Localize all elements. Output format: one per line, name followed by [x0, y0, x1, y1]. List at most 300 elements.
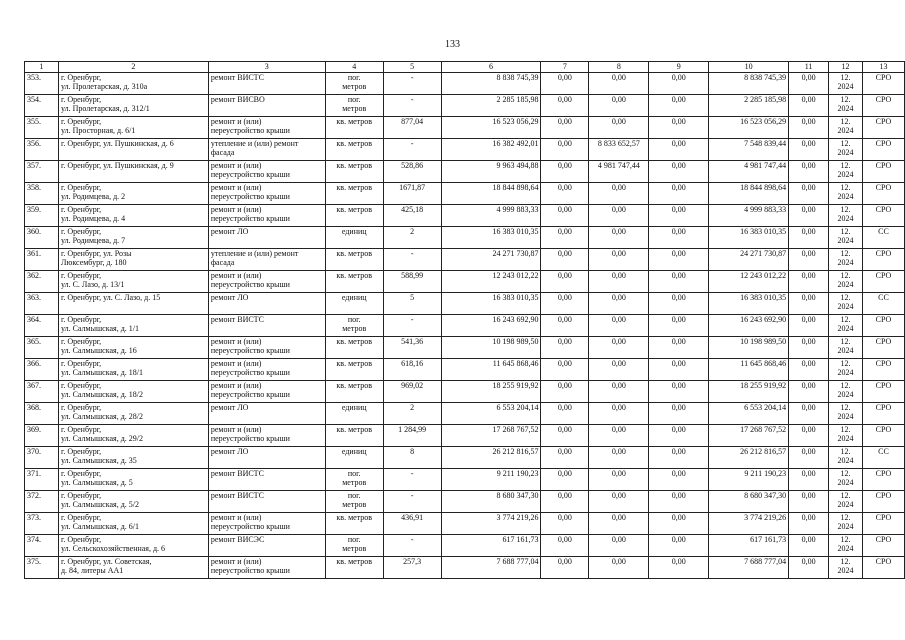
- table-row: [25, 513, 905, 535]
- fund-col11-cell-text: 0,00: [801, 205, 816, 214]
- fund-col11-cell-text: 0,00: [801, 249, 816, 258]
- fund-col8-cell: [589, 337, 649, 359]
- unit-cell: [325, 73, 383, 95]
- work-type-cell-text: ремонт ЛО: [210, 447, 249, 456]
- row-number: [25, 315, 59, 337]
- fund-col7-cell-text: 0,00: [557, 337, 572, 346]
- fund-col11-cell-text: 0,00: [801, 95, 816, 104]
- fund-col9-cell-text: 0,00: [671, 315, 686, 324]
- method-cell: [862, 161, 904, 183]
- address-cell: [58, 183, 208, 205]
- method-cell: [862, 315, 904, 337]
- deadline-cell: [829, 183, 863, 205]
- fund-col9-cell-text: 0,00: [671, 139, 686, 148]
- row-number-text: 371.: [27, 469, 41, 478]
- work-type-cell-text: ремонт и (или): [210, 337, 262, 346]
- work-type-cell-text: переустройство крыши: [210, 170, 290, 179]
- address-cell: [58, 381, 208, 403]
- fund-col10-cell-text: 8 838 745,39: [744, 73, 787, 82]
- deadline-cell: [829, 271, 863, 293]
- unit-cell: [325, 227, 383, 249]
- deadline-cell: [829, 315, 863, 337]
- volume-cell: [383, 227, 441, 249]
- volume-cell-text: -: [410, 249, 414, 258]
- method-cell: [862, 337, 904, 359]
- fund-col9-cell: [649, 491, 709, 513]
- deadline-cell: [829, 293, 863, 315]
- address-cell-text: г. Оренбург,: [60, 469, 102, 478]
- method-cell: [862, 535, 904, 557]
- work-type-cell: [208, 491, 325, 513]
- fund-col8-cell-text: 0,00: [611, 183, 626, 192]
- fund-col11-cell-text: 0,00: [801, 73, 816, 82]
- fund-col7-cell: [541, 205, 589, 227]
- fund-col8-cell-text: 0,00: [611, 315, 626, 324]
- fund-col9-cell-text: 0,00: [671, 403, 686, 412]
- fund-col11-cell: [789, 535, 829, 557]
- total-cost-cell-text: 16 523 056,29: [492, 117, 539, 126]
- deadline-cell-text: 2024: [837, 412, 854, 421]
- fund-col9-cell: [649, 381, 709, 403]
- fund-col7-cell: [541, 315, 589, 337]
- total-cost-cell: [441, 73, 541, 95]
- fund-col9-cell: [649, 139, 709, 161]
- fund-col8-cell-text: 0,00: [611, 271, 626, 280]
- address-cell: [58, 161, 208, 183]
- method-cell-text: СРО: [875, 161, 892, 170]
- fund-col11-cell: [789, 447, 829, 469]
- row-number: [25, 161, 59, 183]
- total-cost-cell: [441, 227, 541, 249]
- fund-col9-cell: [649, 359, 709, 381]
- fund-col9-cell: [649, 425, 709, 447]
- fund-col8-cell-text: 0,00: [611, 205, 626, 214]
- total-cost-cell-text: 8 680 347,30: [496, 491, 539, 500]
- total-cost-cell: [441, 513, 541, 535]
- row-number-text: 361.: [27, 249, 41, 258]
- volume-cell: [383, 205, 441, 227]
- fund-col11-cell: [789, 249, 829, 271]
- deadline-cell: [829, 95, 863, 117]
- fund-col8-cell-text: 0,00: [611, 557, 626, 566]
- method-cell-text: СРО: [875, 513, 892, 522]
- total-cost-cell-text: 18 255 919,92: [492, 381, 539, 390]
- address-cell-text: ул. Салмышская, д. 5/2: [60, 500, 139, 509]
- work-type-cell: [208, 359, 325, 381]
- address-cell-text: г. Оренбург,: [60, 315, 102, 324]
- unit-cell: [325, 315, 383, 337]
- fund-col10-cell: [709, 315, 789, 337]
- unit-cell: [325, 337, 383, 359]
- fund-col11-cell-text: 0,00: [801, 557, 816, 566]
- address-cell: [58, 535, 208, 557]
- method-cell-text: СРО: [875, 205, 892, 214]
- deadline-cell-text: 12.: [840, 73, 851, 82]
- unit-cell-text: пог.: [347, 315, 361, 324]
- total-cost-cell: [441, 535, 541, 557]
- deadline-cell-text: 12.: [840, 139, 851, 148]
- deadline-cell-text: 12.: [840, 161, 851, 170]
- fund-col9-cell: [649, 227, 709, 249]
- fund-col10-cell-text: 9 211 190,23: [744, 469, 787, 478]
- address-cell-text: ул. С. Лазо, д. 13/1: [60, 280, 125, 289]
- unit-cell: [325, 447, 383, 469]
- fund-col9-cell-text: 0,00: [671, 249, 686, 258]
- table-row: [25, 183, 905, 205]
- total-cost-cell-text: 8 838 745,39: [496, 73, 539, 82]
- unit-cell-text: кв. метров: [336, 425, 373, 434]
- address-cell: [58, 447, 208, 469]
- address-cell-text: г. Оренбург, ул. С. Лазо, д. 15: [60, 293, 161, 302]
- unit-cell-text: кв. метров: [336, 271, 373, 280]
- address-cell-text: г. Оренбург, ул. Пушкинская, д. 9: [60, 161, 174, 170]
- address-cell: [58, 139, 208, 161]
- fund-col7-cell: [541, 293, 589, 315]
- total-cost-cell: [441, 337, 541, 359]
- volume-cell: [383, 139, 441, 161]
- volume-cell: [383, 491, 441, 513]
- table-row: [25, 117, 905, 139]
- row-number: [25, 337, 59, 359]
- fund-col9-cell-text: 0,00: [671, 227, 686, 236]
- fund-col10-cell-text: 18 844 898,64: [740, 183, 787, 192]
- fund-col7-cell-text: 0,00: [557, 491, 572, 500]
- work-type-cell: [208, 183, 325, 205]
- fund-col11-cell: [789, 271, 829, 293]
- row-number: [25, 403, 59, 425]
- method-cell-text: СРО: [875, 337, 892, 346]
- unit-cell: [325, 271, 383, 293]
- total-cost-cell-text: 10 198 989,50: [492, 337, 539, 346]
- total-cost-cell-text: 2 285 185,98: [496, 95, 539, 104]
- fund-col7-cell: [541, 469, 589, 491]
- deadline-cell-text: 12.: [840, 227, 851, 236]
- row-number: [25, 271, 59, 293]
- unit-cell-text: пог.: [347, 469, 361, 478]
- fund-col10-cell-text: 617 161,73: [750, 535, 787, 544]
- deadline-cell-text: 12.: [840, 403, 851, 412]
- fund-col7-cell-text: 0,00: [557, 73, 572, 82]
- address-cell: [58, 95, 208, 117]
- table-row: [25, 73, 905, 95]
- column-header: 3: [208, 62, 325, 73]
- work-type-cell-text: утепление и (или) ремонт: [210, 139, 299, 148]
- fund-col8-cell: [589, 513, 649, 535]
- deadline-cell: [829, 249, 863, 271]
- deadline-cell-text: 12.: [840, 535, 851, 544]
- row-number-text: 369.: [27, 425, 41, 434]
- row-number: [25, 293, 59, 315]
- address-cell-text: г. Оренбург,: [60, 381, 102, 390]
- total-cost-cell: [441, 139, 541, 161]
- address-cell-text: Люксембург, д. 180: [60, 258, 127, 267]
- method-cell: [862, 271, 904, 293]
- fund-col10-cell: [709, 205, 789, 227]
- work-type-cell-text: ремонт и (или): [210, 271, 262, 280]
- address-cell-text: г. Оренбург, ул. Пушкинская, д. 6: [60, 139, 174, 148]
- fund-col10-cell: [709, 227, 789, 249]
- volume-cell-text: 541,36: [401, 337, 424, 346]
- unit-cell-text: метров: [342, 478, 367, 487]
- column-header: 11: [789, 62, 829, 73]
- work-type-cell-text: фасада: [210, 258, 235, 267]
- fund-col10-cell: [709, 117, 789, 139]
- deadline-cell-text: 12.: [840, 117, 851, 126]
- row-number-text: 355.: [27, 117, 41, 126]
- total-cost-cell-text: 17 268 767,52: [492, 425, 539, 434]
- table-row: [25, 227, 905, 249]
- fund-col8-cell: [589, 227, 649, 249]
- unit-cell: [325, 535, 383, 557]
- unit-cell-text: единиц: [341, 403, 367, 412]
- column-header: 12: [829, 62, 863, 73]
- deadline-cell-text: 12.: [840, 425, 851, 434]
- deadline-cell-text: 12.: [840, 359, 851, 368]
- fund-col10-cell-text: 8 680 347,30: [744, 491, 787, 500]
- fund-col7-cell: [541, 227, 589, 249]
- deadline-cell-text: 12.: [840, 381, 851, 390]
- fund-col7-cell: [541, 381, 589, 403]
- volume-cell-text: -: [410, 139, 414, 148]
- unit-cell-text: кв. метров: [336, 161, 373, 170]
- fund-col7-cell-text: 0,00: [557, 95, 572, 104]
- work-type-cell-text: ремонт ВИСЭС: [210, 535, 265, 544]
- work-type-cell-text: переустройство крыши: [210, 126, 290, 135]
- volume-cell-text: -: [410, 73, 414, 82]
- row-number: [25, 227, 59, 249]
- fund-col7-cell-text: 0,00: [557, 535, 572, 544]
- fund-col7-cell-text: 0,00: [557, 557, 572, 566]
- row-number-text: 368.: [27, 403, 41, 412]
- row-number: [25, 249, 59, 271]
- fund-col9-cell-text: 0,00: [671, 513, 686, 522]
- fund-col10-cell: [709, 557, 789, 579]
- fund-col9-cell: [649, 337, 709, 359]
- table-row: [25, 491, 905, 513]
- total-cost-cell: [441, 271, 541, 293]
- fund-col10-cell-text: 4 981 747,44: [744, 161, 787, 170]
- fund-col9-cell: [649, 183, 709, 205]
- fund-col10-cell-text: 12 243 012,22: [740, 271, 787, 280]
- column-header: 4: [325, 62, 383, 73]
- fund-col11-cell-text: 0,00: [801, 425, 816, 434]
- fund-col8-cell: [589, 73, 649, 95]
- deadline-cell-text: 12.: [840, 315, 851, 324]
- fund-col8-cell: [589, 425, 649, 447]
- method-cell: [862, 513, 904, 535]
- volume-cell-text: 528,86: [401, 161, 424, 170]
- fund-col7-cell-text: 0,00: [557, 227, 572, 236]
- work-type-cell-text: переустройство крыши: [210, 522, 290, 531]
- deadline-cell: [829, 337, 863, 359]
- work-type-cell-text: ремонт ЛО: [210, 403, 249, 412]
- total-cost-cell: [441, 403, 541, 425]
- fund-col11-cell-text: 0,00: [801, 315, 816, 324]
- address-cell-text: ул. Пролетарская, д. 312/1: [60, 104, 150, 113]
- fund-col10-cell-text: 7 688 777,04: [744, 557, 787, 566]
- total-cost-cell: [441, 557, 541, 579]
- fund-col7-cell: [541, 425, 589, 447]
- unit-cell: [325, 403, 383, 425]
- address-cell-text: г. Оренбург,: [60, 535, 102, 544]
- address-cell-text: ул. Сельскохозяйственная, д. 6: [60, 544, 166, 553]
- fund-col9-cell-text: 0,00: [671, 293, 686, 302]
- address-cell-text: г. Оренбург,: [60, 73, 102, 82]
- fund-col9-cell-text: 0,00: [671, 183, 686, 192]
- address-cell-text: г. Оренбург,: [60, 403, 102, 412]
- address-cell-text: ул. Салмышская, д. 6/1: [60, 522, 139, 531]
- fund-col10-cell-text: 16 383 010,35: [740, 227, 787, 236]
- address-cell-text: ул. Салмышская, д. 29/2: [60, 434, 143, 443]
- work-type-cell-text: переустройство крыши: [210, 192, 290, 201]
- method-cell: [862, 249, 904, 271]
- fund-col11-cell: [789, 183, 829, 205]
- work-type-cell-text: ремонт ВИСТС: [210, 315, 264, 324]
- fund-col9-cell-text: 0,00: [671, 491, 686, 500]
- work-type-cell: [208, 205, 325, 227]
- fund-col10-cell-text: 11 645 868,46: [740, 359, 787, 368]
- deadline-cell-text: 2024: [837, 104, 854, 113]
- column-header: 6: [441, 62, 541, 73]
- work-type-cell-text: ремонт и (или): [210, 513, 262, 522]
- table-body: [25, 73, 905, 579]
- fund-col10-cell: [709, 73, 789, 95]
- total-cost-cell-text: 16 382 492,01: [492, 139, 539, 148]
- volume-cell: [383, 95, 441, 117]
- fund-col7-cell: [541, 491, 589, 513]
- total-cost-cell-text: 4 999 883,33: [496, 205, 539, 214]
- row-number-text: 364.: [27, 315, 41, 324]
- fund-col11-cell: [789, 403, 829, 425]
- method-cell: [862, 183, 904, 205]
- fund-col9-cell: [649, 73, 709, 95]
- unit-cell: [325, 95, 383, 117]
- volume-cell-text: 425,18: [401, 205, 424, 214]
- work-type-cell-text: переустройство крыши: [210, 346, 290, 355]
- fund-col8-cell-text: 0,00: [611, 513, 626, 522]
- total-cost-cell-text: 9 211 190,23: [496, 469, 539, 478]
- column-header: 7: [541, 62, 589, 73]
- work-type-cell: [208, 95, 325, 117]
- fund-col7-cell: [541, 535, 589, 557]
- fund-col10-cell-text: 16 243 692,90: [740, 315, 787, 324]
- method-cell-text: СС: [878, 227, 889, 236]
- row-number-text: 366.: [27, 359, 41, 368]
- deadline-cell-text: 12.: [840, 95, 851, 104]
- fund-col10-cell-text: 17 268 767,52: [740, 425, 787, 434]
- deadline-cell-text: 2024: [837, 280, 854, 289]
- fund-col8-cell: [589, 403, 649, 425]
- work-type-cell: [208, 227, 325, 249]
- unit-cell: [325, 381, 383, 403]
- address-cell-text: г. Оренбург,: [60, 183, 102, 192]
- work-type-cell: [208, 337, 325, 359]
- unit-cell: [325, 293, 383, 315]
- fund-col7-cell: [541, 447, 589, 469]
- row-number: [25, 535, 59, 557]
- fund-col8-cell: [589, 359, 649, 381]
- work-type-cell: [208, 535, 325, 557]
- method-cell: [862, 491, 904, 513]
- unit-cell: [325, 139, 383, 161]
- work-type-cell-text: ремонт и (или): [210, 557, 262, 566]
- volume-cell: [383, 249, 441, 271]
- volume-cell-text: 588,99: [401, 271, 424, 280]
- method-cell: [862, 73, 904, 95]
- deadline-cell: [829, 139, 863, 161]
- fund-col8-cell-text: 0,00: [611, 381, 626, 390]
- fund-col7-cell: [541, 183, 589, 205]
- row-number-text: 363.: [27, 293, 41, 302]
- volume-cell-text: 2: [410, 403, 415, 412]
- volume-cell-text: 1671,87: [399, 183, 426, 192]
- fund-col8-cell: [589, 183, 649, 205]
- work-type-cell: [208, 469, 325, 491]
- unit-cell-text: метров: [342, 324, 367, 333]
- fund-col10-cell: [709, 469, 789, 491]
- fund-col7-cell: [541, 161, 589, 183]
- deadline-cell-text: 2024: [837, 324, 854, 333]
- method-cell: [862, 117, 904, 139]
- deadline-cell-text: 2024: [837, 126, 854, 135]
- total-cost-cell: [441, 161, 541, 183]
- fund-col11-cell: [789, 95, 829, 117]
- fund-col11-cell: [789, 337, 829, 359]
- fund-col11-cell: [789, 227, 829, 249]
- column-header: 9: [649, 62, 709, 73]
- volume-cell-text: -: [410, 469, 414, 478]
- column-header: 13: [862, 62, 904, 73]
- fund-col8-cell-text: 0,00: [611, 535, 626, 544]
- fund-col10-cell-text: 2 285 185,98: [744, 95, 787, 104]
- fund-col9-cell: [649, 205, 709, 227]
- fund-col11-cell-text: 0,00: [801, 535, 816, 544]
- method-cell: [862, 469, 904, 491]
- fund-col7-cell: [541, 337, 589, 359]
- fund-col8-cell: [589, 293, 649, 315]
- deadline-cell-text: 2024: [837, 544, 854, 553]
- work-type-cell: [208, 161, 325, 183]
- row-number-text: 357.: [27, 161, 41, 170]
- table-row: [25, 535, 905, 557]
- volume-cell: [383, 381, 441, 403]
- work-type-cell: [208, 293, 325, 315]
- fund-col11-cell-text: 0,00: [801, 491, 816, 500]
- fund-col7-cell: [541, 359, 589, 381]
- volume-cell: [383, 183, 441, 205]
- deadline-cell-text: 2024: [837, 302, 854, 311]
- work-type-cell-text: ремонт и (или): [210, 205, 262, 214]
- total-cost-cell-text: 24 271 730,87: [492, 249, 539, 258]
- fund-col7-cell-text: 0,00: [557, 293, 572, 302]
- method-cell: [862, 95, 904, 117]
- fund-col10-cell: [709, 249, 789, 271]
- deadline-cell-text: 2024: [837, 192, 854, 201]
- volume-cell-text: 436,91: [401, 513, 424, 522]
- column-number-row: [25, 62, 905, 73]
- address-cell-text: ул. Пролетарская, д. 310а: [60, 82, 148, 91]
- fund-col11-cell-text: 0,00: [801, 381, 816, 390]
- fund-col9-cell: [649, 403, 709, 425]
- fund-col8-cell-text: 0,00: [611, 117, 626, 126]
- table-row: [25, 249, 905, 271]
- unit-cell-text: пог.: [347, 73, 361, 82]
- address-cell: [58, 205, 208, 227]
- address-cell: [58, 513, 208, 535]
- fund-col11-cell: [789, 381, 829, 403]
- total-cost-cell-text: 16 383 010,35: [492, 293, 539, 302]
- total-cost-cell: [441, 293, 541, 315]
